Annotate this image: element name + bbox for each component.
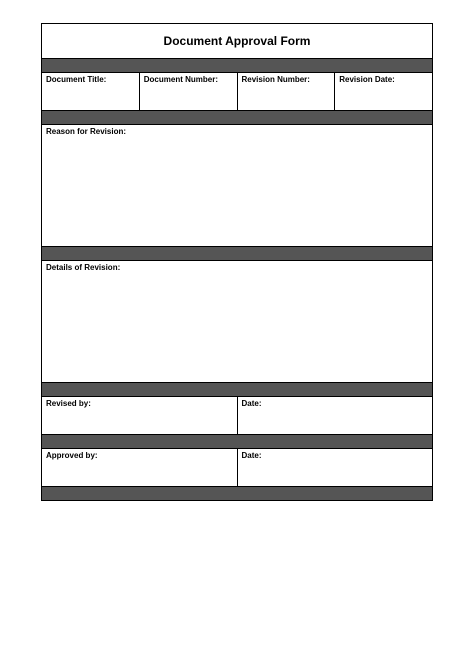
section-divider — [42, 247, 432, 261]
approved-by-field[interactable] — [42, 449, 238, 486]
revision-number-label: Revision Number: — [241, 75, 310, 84]
document-number-field[interactable] — [140, 73, 238, 110]
revised-by-label: Revised by: — [46, 399, 91, 408]
revised-date-label: Date: — [241, 399, 262, 408]
section-divider — [42, 487, 432, 500]
revised-row — [42, 397, 432, 435]
revision-date-label: Revision Date: — [339, 75, 395, 84]
section-divider — [42, 383, 432, 397]
revised-date-field[interactable] — [238, 397, 433, 434]
document-info-row — [42, 73, 432, 111]
revision-date-field[interactable] — [335, 73, 432, 110]
reason-for-revision-label: Reason for Revision: — [46, 127, 127, 136]
form-header — [42, 24, 432, 59]
approved-by-label: Approved by: — [46, 451, 98, 460]
approved-date-label: Date: — [241, 451, 262, 460]
document-title-label: Document Title: — [46, 75, 107, 84]
reason-for-revision-field[interactable] — [42, 125, 432, 246]
details-of-revision-field[interactable] — [42, 261, 432, 382]
document-title-field[interactable] — [42, 73, 140, 110]
section-divider — [42, 111, 432, 125]
section-divider — [42, 59, 432, 73]
reason-row — [42, 125, 432, 247]
document-approval-form — [41, 23, 433, 501]
details-of-revision-label: Details of Revision: — [46, 263, 121, 272]
revised-by-field[interactable] — [42, 397, 238, 434]
approved-row — [42, 449, 432, 487]
revision-number-field[interactable] — [238, 73, 336, 110]
details-row — [42, 261, 432, 383]
section-divider — [42, 435, 432, 449]
approved-date-field[interactable] — [238, 449, 433, 486]
document-number-label: Document Number: — [143, 75, 218, 84]
form-title: Document Approval Form — [163, 34, 311, 48]
